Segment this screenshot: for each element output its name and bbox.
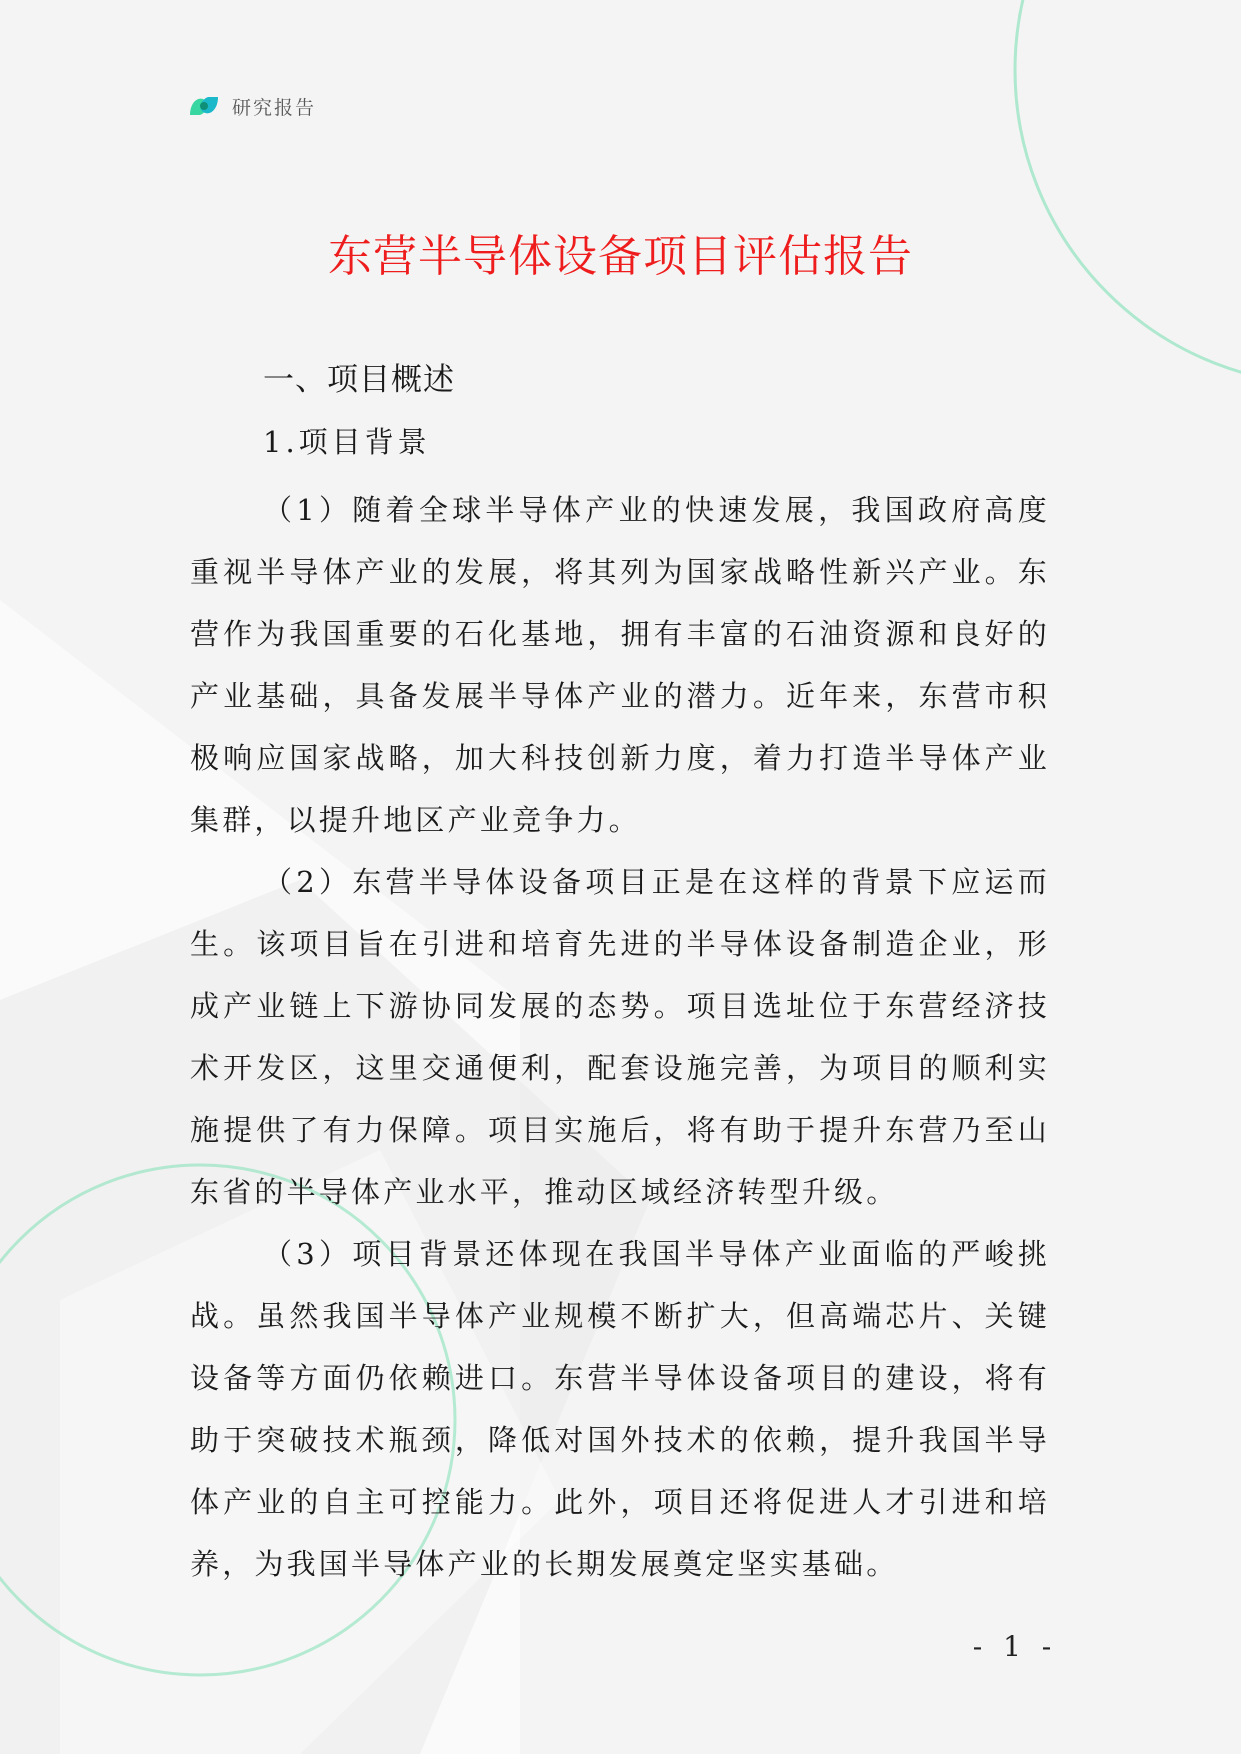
page-number: - 1 - [972, 1630, 1058, 1663]
paragraph-2: （2）东营半导体设备项目正是在这样的背景下应运而生。该项目旨在引进和培育先进的半导体设备制造企业，形成产业链上下游协同发展的态势。项目选址位于东营经济技术开发区，这里交通便利，配套设施完善，为项目的顺利实施提供了有力保障。项目实施后，将有助于提升东营乃至山东省的半导体产业水平，推动区域经济转型升级。 [190, 865, 1050, 1209]
report-header [186, 88, 316, 124]
paragraph-3: （3）项目背景还体现在我国半导体产业面临的严峻挑战。虽然我国半导体产业规模不断扩大，但高端芯片、关键设备等方面仍依赖进口。东营半导体设备项目的建设，将有助于突破技术瓶颈，降低对国外技术的依赖，提升我国半导体产业的自主可控能力。此外，项目还将促进人才引进和培养，为我国半导体产业的长期发展奠定坚实基础。 [190, 1237, 1050, 1581]
paragraph-1: （1）随着全球半导体产业的快速发展，我国政府高度重视半导体产业的发展，将其列为国家战略性新兴产业。东营作为我国重要的石化基地，拥有丰富的石油资源和良好的产业基础，具备发展半导体产业的潜力。近年来，东营市积极响应国家战略，加大科技创新力度，着力打造半导体产业集群，以提升地区产业竞争力。 [190, 493, 1050, 837]
green-teal-swirl-logo-icon [186, 89, 222, 123]
header-label: 研究报告 [232, 96, 317, 119]
document-body [190, 355, 1050, 1595]
section-heading: 一、项目概述 [263, 362, 455, 398]
document-title: 东营半导体设备项目评估报告 [328, 231, 913, 282]
subsection-heading: 1.项目背景 [263, 425, 431, 459]
decor-circle-top-right [1015, 0, 1241, 385]
